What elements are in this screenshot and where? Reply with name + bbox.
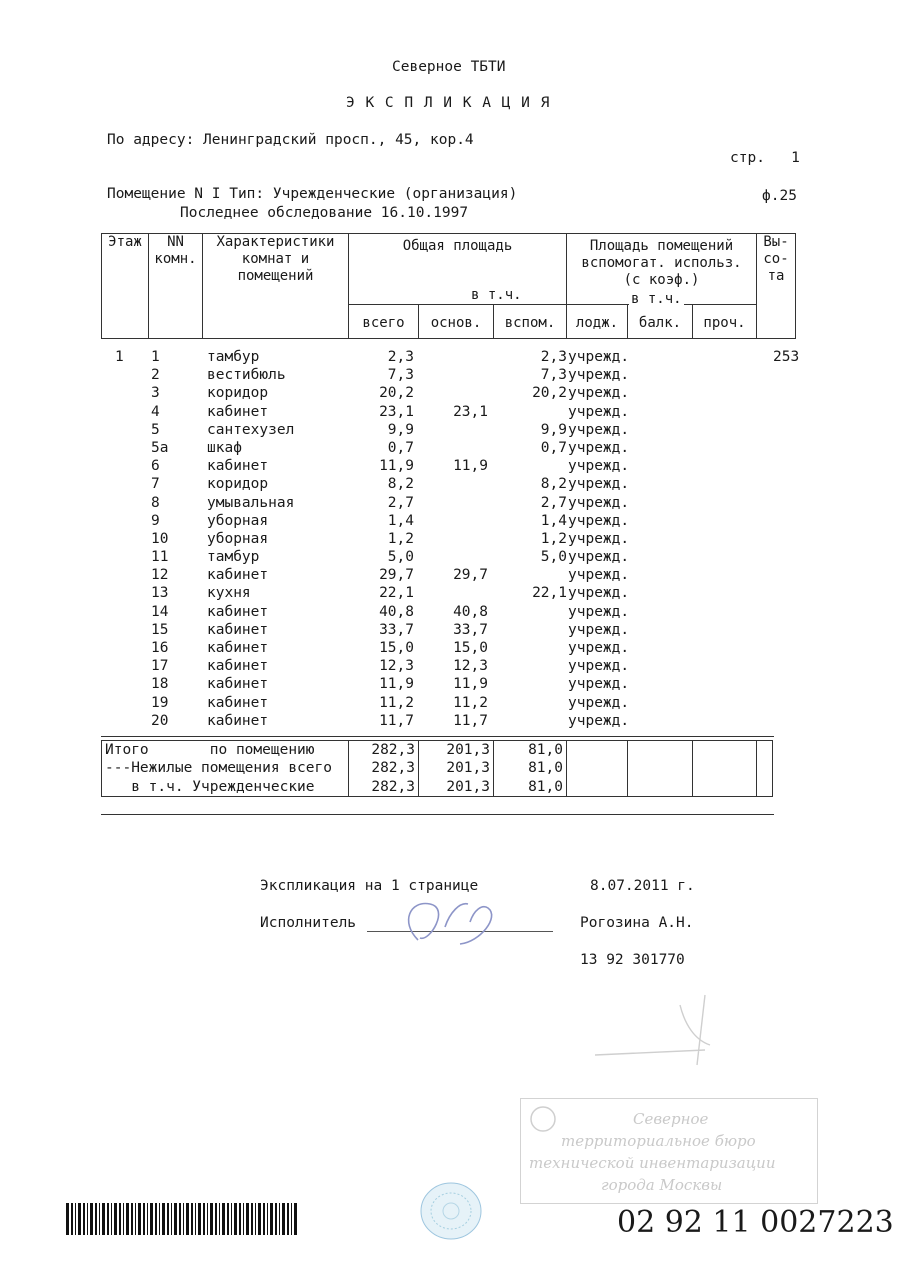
cell-room-no: 2 xyxy=(151,367,160,384)
col-other: проч. xyxy=(693,305,757,339)
cell-room-no: 18 xyxy=(151,676,169,693)
barcode-bar xyxy=(90,1203,93,1235)
cell-room-name: кухня xyxy=(207,585,251,602)
totals-aux: 81,0 xyxy=(494,778,567,797)
cell-total-area: 33,7 xyxy=(379,621,414,638)
cell-room-name: тамбур xyxy=(207,549,260,566)
barcode-bar xyxy=(167,1203,169,1235)
cell-aux-area: 7,3 xyxy=(540,367,567,384)
cell-room-no: 19 xyxy=(151,694,169,711)
barcode-bar xyxy=(291,1203,292,1235)
document-number: 02 92 11 0027223 xyxy=(617,1205,894,1240)
barcode-bar xyxy=(99,1203,100,1235)
col-balcony: балк. xyxy=(628,305,693,339)
totals-all: 282,3 xyxy=(349,759,419,777)
cell-total-area: 9,9 xyxy=(387,421,414,438)
cell-total-area: 7,3 xyxy=(387,367,414,384)
cell-room-name: кабинет xyxy=(207,658,269,675)
cell-kind: учрежд. xyxy=(568,385,630,402)
barcode-bar xyxy=(231,1203,232,1235)
cell-kind: учрежд. xyxy=(568,549,630,566)
cell-room-no: 20 xyxy=(151,712,169,729)
barcode-bar xyxy=(75,1203,76,1235)
signature-mark xyxy=(390,882,530,962)
col-main: основ. xyxy=(419,305,494,339)
cell-kind: учрежд. xyxy=(568,458,630,475)
barcode-bar xyxy=(143,1203,145,1235)
barcode-bar xyxy=(294,1203,297,1235)
hologram-seal-icon xyxy=(418,1180,484,1242)
cell-room-name: коридор xyxy=(207,476,269,493)
stamp-emblem-icon xyxy=(529,1105,557,1133)
cell-floor: 1 xyxy=(115,349,124,365)
stamp-line-4: города Москвы xyxy=(601,1176,723,1194)
cell-total-area: 1,2 xyxy=(387,530,414,547)
premise-info: Помещение N I Тип: Учрежденческие (организация) xyxy=(107,186,518,202)
cell-main-area: 29,7 xyxy=(453,567,488,584)
cell-room-no: 3 xyxy=(151,385,160,402)
cell-room-name: шкаф xyxy=(207,439,242,456)
survey-date: Последнее обследование 16.10.1997 xyxy=(180,205,469,221)
cell-room-no: 12 xyxy=(151,567,169,584)
barcode-bar xyxy=(111,1203,112,1235)
col-total-area: Общая площадь в т.ч. xyxy=(349,234,567,305)
barcode-bar xyxy=(234,1203,237,1235)
cell-room-name: сантехузел xyxy=(207,421,295,438)
cell-room-no: 10 xyxy=(151,530,169,547)
cell-main-area: 33,7 xyxy=(453,621,488,638)
barcode-bar xyxy=(183,1203,184,1235)
totals-empty-cell xyxy=(567,741,628,760)
barcode-bar xyxy=(227,1203,229,1235)
cell-aux-area: 0,7 xyxy=(540,439,567,456)
cell-aux-area: 2,7 xyxy=(540,494,567,511)
cell-main-area: 11,7 xyxy=(453,712,488,729)
barcode-bar xyxy=(263,1203,265,1235)
barcode-bar xyxy=(243,1203,244,1235)
totals-all: 282,3 xyxy=(349,741,419,760)
barcode-bar xyxy=(279,1203,280,1235)
doc-title: Э К С П Л И К А Ц И Я xyxy=(346,95,551,111)
barcode-bar xyxy=(83,1203,85,1235)
col-room-no: NN комн. xyxy=(149,234,203,339)
barcode-bar xyxy=(246,1203,249,1235)
totals-empty-cell xyxy=(567,778,628,797)
barcode-bar xyxy=(207,1203,208,1235)
cell-aux-area: 22,1 xyxy=(532,585,567,602)
stamp-line-2: территориальное бюро xyxy=(561,1132,756,1150)
barcode-bar xyxy=(287,1203,289,1235)
col-aux: вспом. xyxy=(494,305,567,339)
cell-kind: учрежд. xyxy=(568,476,630,493)
cell-aux-area: 1,4 xyxy=(540,512,567,529)
cell-room-name: коридор xyxy=(207,385,269,402)
col-all: всего xyxy=(349,305,419,339)
totals-row xyxy=(102,778,773,797)
col-floor: Этаж xyxy=(102,234,149,339)
executor-name: Рогозина А.Н. xyxy=(580,915,694,931)
cell-room-no: 15 xyxy=(151,621,169,638)
cell-kind: учрежд. xyxy=(568,367,630,384)
cell-aux-area: 5,0 xyxy=(540,549,567,566)
cell-room-no: 14 xyxy=(151,603,169,620)
totals-row xyxy=(102,759,773,777)
cell-aux-area: 2,3 xyxy=(540,349,567,365)
cell-total-area: 15,0 xyxy=(379,640,414,656)
cell-main-area: 11,2 xyxy=(453,694,488,711)
barcode-bar xyxy=(239,1203,241,1235)
cell-total-area: 2,3 xyxy=(387,349,414,365)
barcode-bar xyxy=(267,1203,268,1235)
totals-empty-cell xyxy=(693,778,757,797)
cell-room-name: кабинет xyxy=(207,640,269,656)
page-number: стр. 1 xyxy=(730,150,800,166)
col-description: Характеристики комнат и помещений xyxy=(203,234,349,339)
cell-room-no: 17 xyxy=(151,658,169,675)
barcode-bar xyxy=(210,1203,213,1235)
barcode-bar xyxy=(107,1203,109,1235)
barcode-bar xyxy=(147,1203,148,1235)
cell-room-name: кабинет xyxy=(207,603,269,620)
faint-signature xyxy=(585,985,735,1075)
totals-aux: 81,0 xyxy=(494,759,567,777)
totals-bottom-rule xyxy=(101,814,774,815)
barcode-bar xyxy=(66,1203,69,1235)
barcode-bar xyxy=(155,1203,157,1235)
cell-room-name: кабинет xyxy=(207,694,269,711)
cell-total-area: 2,7 xyxy=(387,494,414,511)
totals-empty-cell xyxy=(757,778,773,797)
barcode-bar xyxy=(179,1203,181,1235)
barcode xyxy=(66,1203,300,1235)
cell-room-no: 9 xyxy=(151,512,160,529)
barcode-bar xyxy=(186,1203,189,1235)
office-stamp xyxy=(520,1098,818,1204)
barcode-bar xyxy=(159,1203,160,1235)
cell-main-area: 23,1 xyxy=(453,403,488,420)
cell-total-area: 11,9 xyxy=(379,458,414,475)
barcode-bar xyxy=(203,1203,205,1235)
address: По адресу: Ленинградский просп., 45, кор.4 xyxy=(107,132,474,148)
cell-main-area: 40,8 xyxy=(453,603,488,620)
cell-room-no: 16 xyxy=(151,640,169,656)
barcode-bar xyxy=(191,1203,193,1235)
barcode-bar xyxy=(275,1203,277,1235)
totals-empty-cell xyxy=(628,759,693,777)
barcode-bar xyxy=(78,1203,81,1235)
cell-height: 253 xyxy=(773,349,800,365)
cell-kind: учрежд. xyxy=(568,676,630,693)
barcode-bar xyxy=(71,1203,73,1235)
cell-room-no: 7 xyxy=(151,476,160,493)
cell-aux-area: 1,2 xyxy=(540,530,567,547)
form-number: ф.25 xyxy=(762,188,797,204)
barcode-bar xyxy=(255,1203,256,1235)
barcode-bar xyxy=(219,1203,220,1235)
barcode-bar xyxy=(87,1203,88,1235)
phone-code: 13 92 301770 xyxy=(580,952,685,968)
cell-room-no: 5а xyxy=(151,439,169,456)
cell-total-area: 40,8 xyxy=(379,603,414,620)
cell-kind: учрежд. xyxy=(568,512,630,529)
cell-kind: учрежд. xyxy=(568,530,630,547)
totals-main: 201,3 xyxy=(419,741,494,760)
cell-total-area: 1,4 xyxy=(387,512,414,529)
cell-room-no: 11 xyxy=(151,549,169,566)
cell-kind: учрежд. xyxy=(568,603,630,620)
col-loggia: лодж. xyxy=(567,305,628,339)
cell-main-area: 12,3 xyxy=(453,658,488,675)
barcode-bar xyxy=(95,1203,97,1235)
cell-total-area: 11,2 xyxy=(379,694,414,711)
totals-empty-cell xyxy=(693,759,757,777)
barcode-bar xyxy=(123,1203,124,1235)
compile-date: 8.07.2011 г. xyxy=(590,878,695,894)
incl-label: в т.ч. xyxy=(471,287,522,303)
cell-total-area: 29,7 xyxy=(379,567,414,584)
column-header-table xyxy=(101,233,796,339)
executor-label: Исполнитель xyxy=(260,915,357,931)
cell-room-name: уборная xyxy=(207,530,269,547)
cell-kind: учрежд. xyxy=(568,567,630,584)
col-aux-area: Площадь помещений вспомогат. использ. (с коэф.) в т.ч. xyxy=(567,234,757,305)
cell-kind: учрежд. xyxy=(568,585,630,602)
cell-room-name: тамбур xyxy=(207,349,260,365)
barcode-bar xyxy=(126,1203,129,1235)
barcode-bar xyxy=(215,1203,217,1235)
totals-label: ---Нежилые помещения всего xyxy=(102,759,349,777)
cell-room-name: умывальная xyxy=(207,494,295,511)
totals-empty-cell xyxy=(628,741,693,760)
cell-total-area: 22,1 xyxy=(379,585,414,602)
totals-main: 201,3 xyxy=(419,778,494,797)
stamp-line-1: Северное xyxy=(633,1110,709,1128)
cell-main-area: 11,9 xyxy=(453,458,488,475)
cell-main-area: 15,0 xyxy=(453,640,488,656)
barcode-bar xyxy=(270,1203,273,1235)
pages-note: Экспликация на 1 странице xyxy=(260,878,479,894)
cell-kind: учрежд. xyxy=(568,349,630,365)
barcode-bar xyxy=(119,1203,121,1235)
totals-empty-cell xyxy=(693,741,757,760)
cell-kind: учрежд. xyxy=(568,421,630,438)
cell-kind: учрежд. xyxy=(568,494,630,511)
barcode-bar xyxy=(258,1203,261,1235)
cell-room-no: 13 xyxy=(151,585,169,602)
cell-total-area: 8,2 xyxy=(387,476,414,493)
incl2-label: в т.ч. xyxy=(631,291,682,307)
org-name: Северное ТБТИ xyxy=(392,59,506,75)
barcode-bar xyxy=(195,1203,196,1235)
totals-empty-cell xyxy=(567,759,628,777)
totals-top-rule xyxy=(101,736,774,737)
cell-kind: учрежд. xyxy=(568,621,630,638)
cell-aux-area: 9,9 xyxy=(540,421,567,438)
cell-main-area: 11,9 xyxy=(453,676,488,693)
barcode-bar xyxy=(135,1203,136,1235)
cell-kind: учрежд. xyxy=(568,439,630,456)
col-height: Вы- со- та xyxy=(757,234,796,339)
barcode-bar xyxy=(150,1203,153,1235)
cell-kind: учрежд. xyxy=(568,694,630,711)
cell-total-area: 11,9 xyxy=(379,676,414,693)
stamp-line-3: технической инвентаризации xyxy=(529,1154,776,1172)
cell-room-name: вестибюль xyxy=(207,367,286,384)
totals-row xyxy=(102,741,773,760)
barcode-bar xyxy=(282,1203,285,1235)
totals-table xyxy=(101,740,773,797)
cell-kind: учрежд. xyxy=(568,403,630,420)
cell-total-area: 20,2 xyxy=(379,385,414,402)
cell-room-name: кабинет xyxy=(207,621,269,638)
totals-label: Итого по помещению xyxy=(102,741,349,760)
cell-room-name: кабинет xyxy=(207,676,269,693)
cell-kind: учрежд. xyxy=(568,658,630,675)
cell-room-name: уборная xyxy=(207,512,269,529)
totals-main: 201,3 xyxy=(419,759,494,777)
barcode-bar xyxy=(138,1203,141,1235)
barcode-bar xyxy=(251,1203,253,1235)
barcode-bar xyxy=(198,1203,201,1235)
barcode-bar xyxy=(131,1203,133,1235)
cell-room-no: 1 xyxy=(151,349,160,365)
barcode-bar xyxy=(162,1203,165,1235)
barcode-bar xyxy=(222,1203,225,1235)
cell-room-no: 6 xyxy=(151,458,160,475)
cell-aux-area: 20,2 xyxy=(532,385,567,402)
barcode-bar xyxy=(102,1203,105,1235)
totals-label: в т.ч. Учрежденческие xyxy=(102,778,349,797)
cell-room-name: кабинет xyxy=(207,712,269,729)
cell-room-no: 8 xyxy=(151,494,160,511)
barcode-bar xyxy=(174,1203,177,1235)
cell-room-name: кабинет xyxy=(207,403,269,420)
totals-empty-cell xyxy=(628,778,693,797)
cell-room-no: 5 xyxy=(151,421,160,438)
cell-room-name: кабинет xyxy=(207,567,269,584)
cell-kind: учрежд. xyxy=(568,640,630,656)
cell-kind: учрежд. xyxy=(568,712,630,729)
barcode-bar xyxy=(171,1203,172,1235)
cell-room-no: 4 xyxy=(151,403,160,420)
totals-aux: 81,0 xyxy=(494,741,567,760)
cell-total-area: 11,7 xyxy=(379,712,414,729)
cell-room-name: кабинет xyxy=(207,458,269,475)
totals-all: 282,3 xyxy=(349,778,419,797)
cell-total-area: 23,1 xyxy=(379,403,414,420)
totals-empty-cell xyxy=(757,741,773,760)
totals-empty-cell xyxy=(757,759,773,777)
cell-aux-area: 8,2 xyxy=(540,476,567,493)
cell-total-area: 5,0 xyxy=(387,549,414,566)
cell-total-area: 12,3 xyxy=(379,658,414,675)
barcode-bar xyxy=(114,1203,117,1235)
cell-total-area: 0,7 xyxy=(387,439,414,456)
